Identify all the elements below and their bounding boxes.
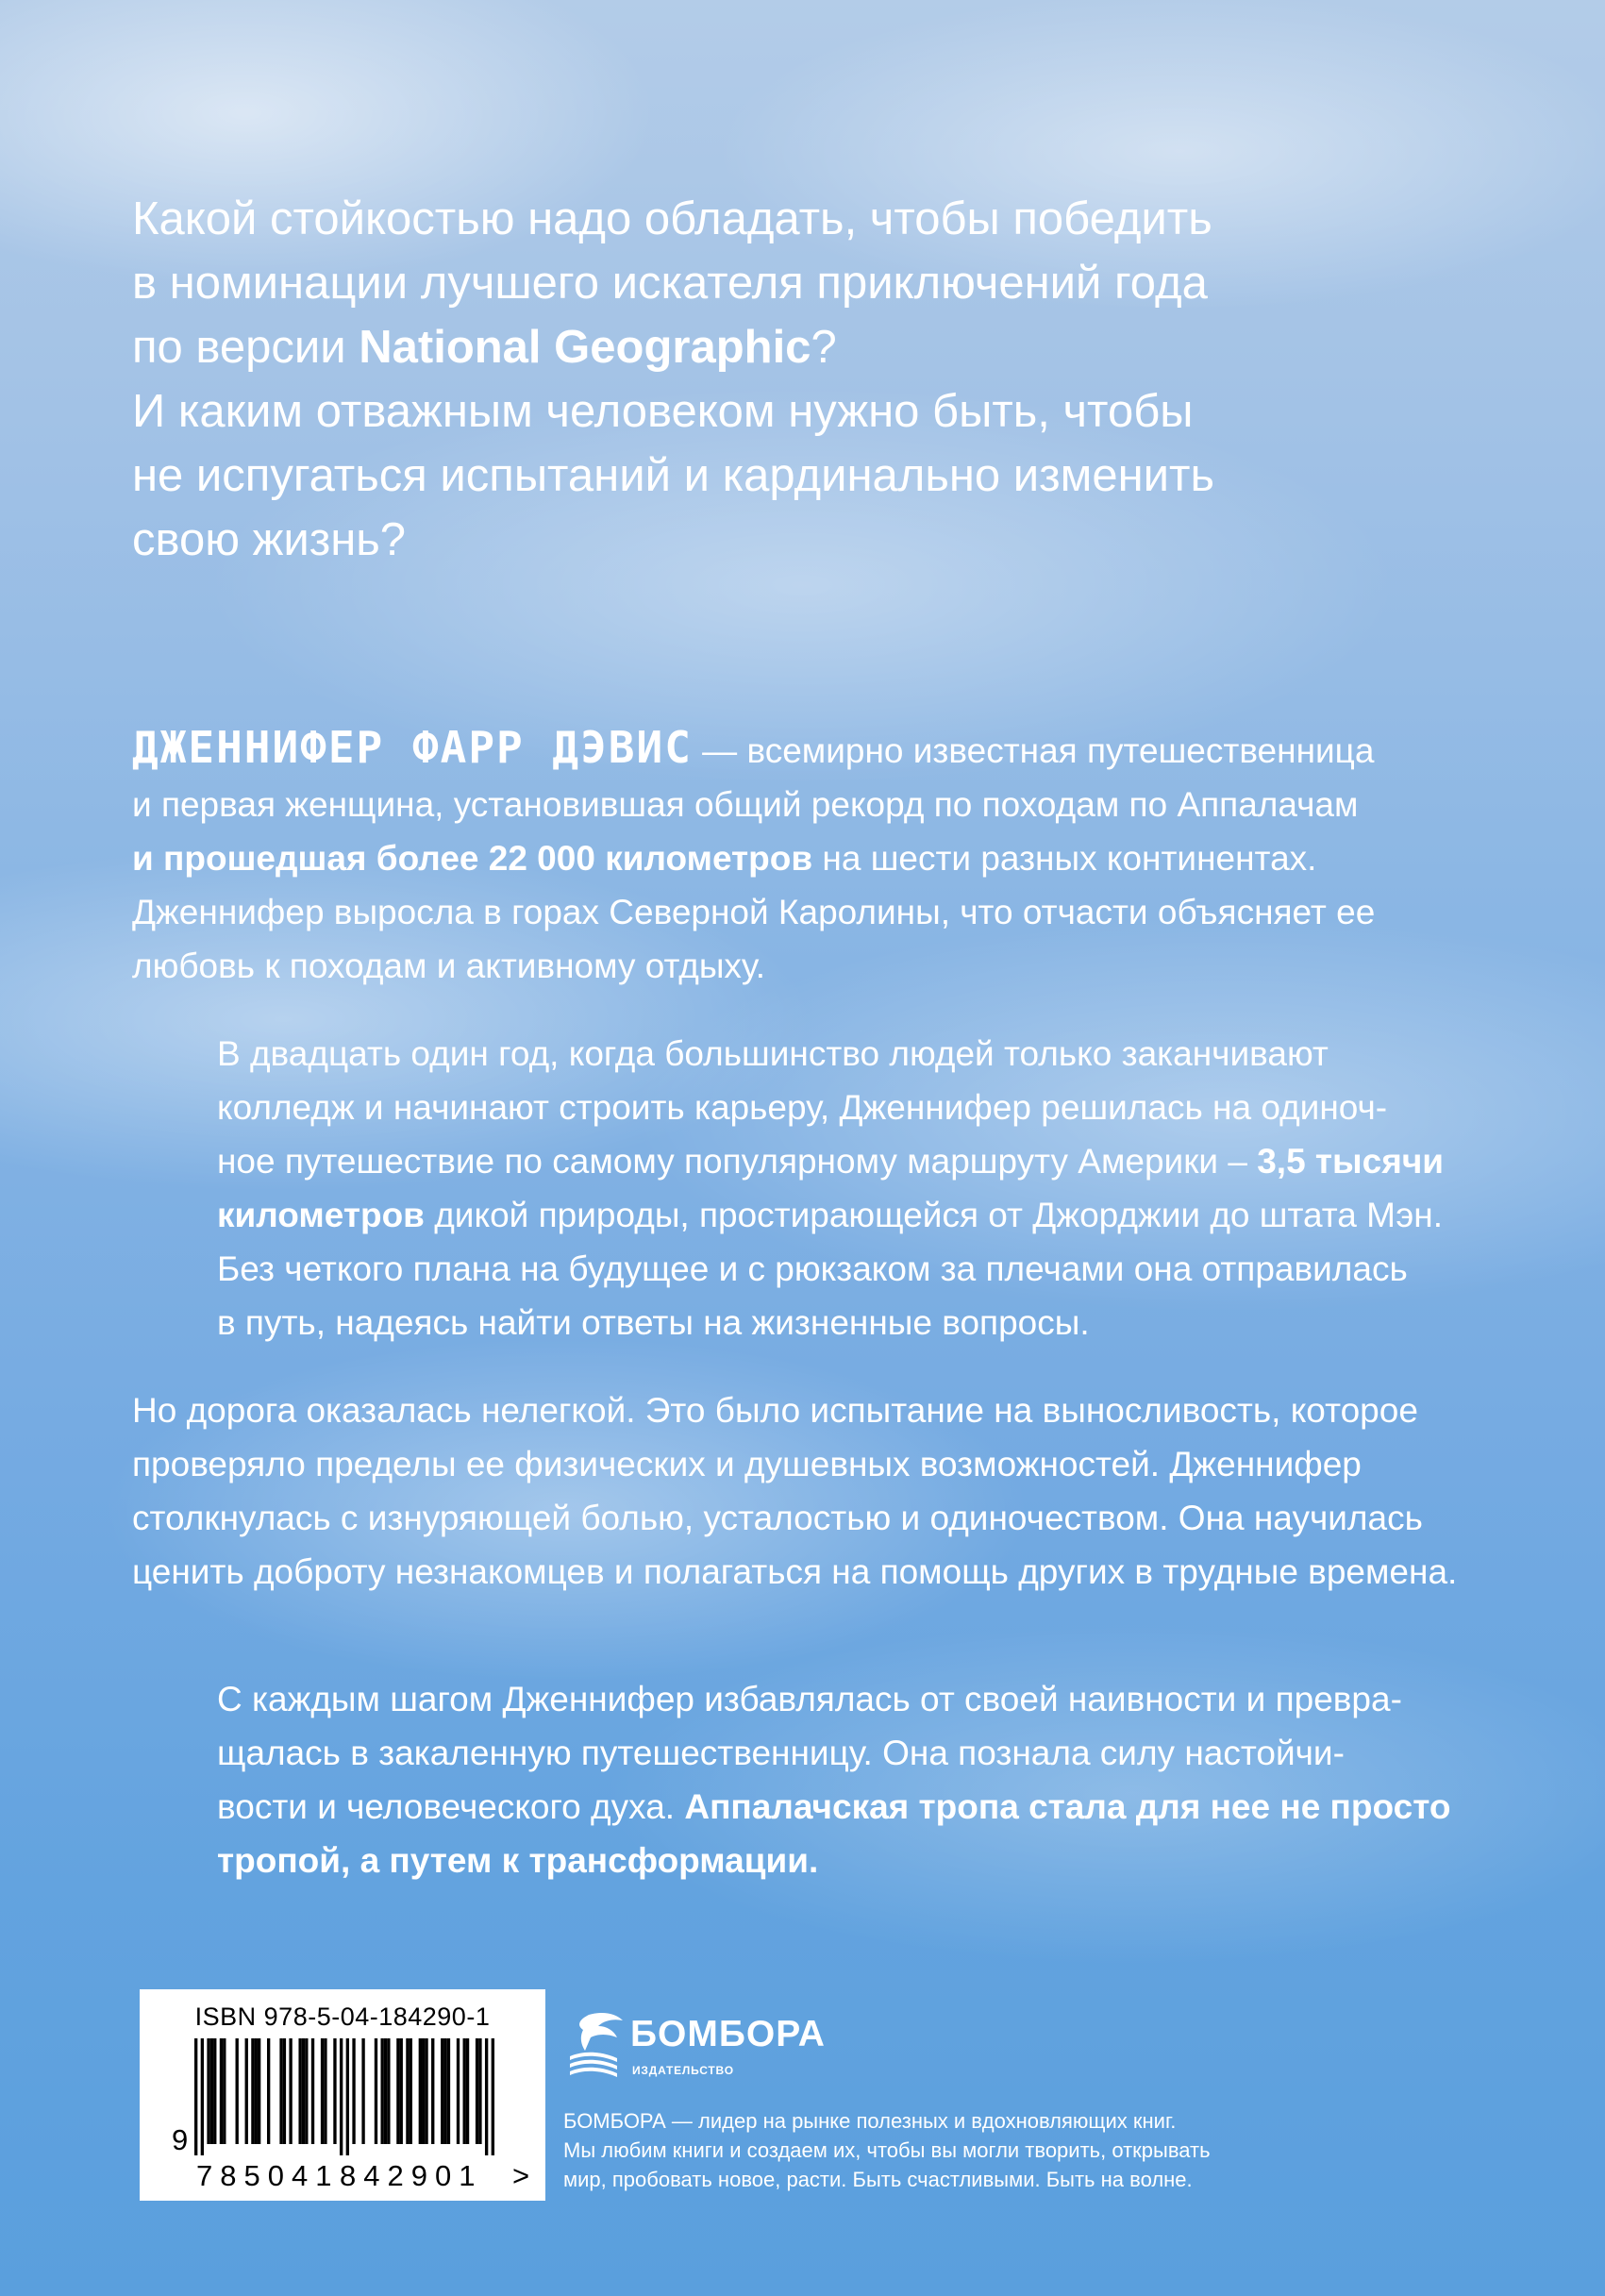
paragraph-line: ценить доброту незнакомцев и полагаться на помощь других в трудные времена. xyxy=(132,1552,1458,1591)
barcode-bar xyxy=(255,2038,258,2144)
publisher-desc-line: мир, пробовать новое, расти. Быть счастливыми. Быть на волне. xyxy=(563,2168,1193,2191)
barcode-bar xyxy=(283,2038,286,2144)
barcode-bar xyxy=(431,2038,434,2144)
paragraph-line: колледж и начинают строить карьеру, Дженнифер решилась на одиноч- xyxy=(217,1088,1388,1127)
isbn-number: ISBN 978-5-04-184290-1 xyxy=(194,2003,491,2031)
intro-line: по версии National Geographic? xyxy=(132,322,837,373)
paragraph-line: вости и человеческого духа. Аппалачская тропа стала для нее не просто xyxy=(217,1787,1451,1826)
barcode-bar xyxy=(311,2038,314,2144)
barcode-first-digit: 9 xyxy=(172,2123,189,2156)
barcode-right-digits: 842901 xyxy=(340,2159,483,2192)
publisher-desc-line: БОМБОРА — лидер на рынке полезных и вдохновляющих книг. xyxy=(563,2109,1177,2133)
national-geographic-bold: National Geographic xyxy=(359,322,811,373)
barcode-bar xyxy=(346,2038,349,2155)
barcode-bar xyxy=(384,2038,387,2144)
barcode-bar xyxy=(321,2038,324,2144)
barcode-bar xyxy=(492,2038,494,2155)
barcode-bar xyxy=(441,2038,443,2144)
author-line: и первая женщина, установившая общий рекорд по походам по Аппалачам xyxy=(132,785,1359,824)
publisher-name: БОМБОРА xyxy=(630,2014,826,2054)
barcode-left-digits: 785041 xyxy=(196,2159,340,2192)
barcode-bar xyxy=(305,2038,308,2144)
author-line: любовь к походам и активному отдыху. xyxy=(132,947,766,985)
barcode-bar xyxy=(422,2038,425,2144)
author-name: ДЖЕННИФЕР ФАРР ДЭВИС xyxy=(132,722,693,773)
intro-line: И каким отважным человеком нужно быть, чтобы xyxy=(132,386,1194,437)
barcode-bar xyxy=(333,2038,336,2144)
publisher-subtitle: ИЗДАТЕЛЬСТВО xyxy=(632,2064,734,2077)
barcode-bar xyxy=(375,2038,377,2144)
barcode-bar xyxy=(258,2038,260,2144)
paragraph-line: щалась в закаленную путешественницу. Она познала силу настойчи- xyxy=(217,1734,1345,1772)
paragraph-transformation xyxy=(217,1672,1472,1887)
barcode-bar xyxy=(324,2038,326,2144)
paragraph-line: километров дикой природы, простирающейся от Джорджии до штата Мэн. xyxy=(217,1196,1443,1234)
barcode-bar xyxy=(210,2038,213,2144)
author-line: и прошедшая более 22 000 километров на шести разных континентах. xyxy=(132,839,1317,878)
barcode-bar xyxy=(463,2038,466,2144)
barcode-bar xyxy=(194,2038,197,2155)
ean13-barcode xyxy=(194,2038,494,2155)
author-bio xyxy=(132,721,1472,993)
paragraph-line: ное путешествие по самому популярному маршруту Америки – 3,5 тысячи xyxy=(217,1142,1445,1181)
barcode-bar xyxy=(213,2038,216,2144)
barcode-bar xyxy=(400,2038,403,2144)
paragraph-line: столкнулась с изнуряющей болью, усталостью и одиночеством. Она научилась xyxy=(132,1499,1423,1537)
barcode-bar xyxy=(298,2038,301,2144)
paragraph-line: Без четкого плана на будущее и с рюкзаком за плечами она отправилась xyxy=(217,1249,1408,1288)
barcode-bar xyxy=(340,2038,343,2155)
barcode-bar xyxy=(201,2038,204,2155)
barcode-bar xyxy=(352,2038,355,2144)
intro-question-block xyxy=(132,187,1472,572)
paragraph-line: в путь, надеясь найти ответы на жизненные вопросы. xyxy=(217,1303,1090,1342)
barcode-panel xyxy=(140,1989,545,2201)
barcode-bar xyxy=(466,2038,469,2144)
barcode-bar xyxy=(207,2038,209,2144)
paragraph-line: Но дорога оказалась нелегкой. Это было испытание на выносливость, которое xyxy=(132,1391,1418,1430)
barcode-bar xyxy=(406,2038,409,2144)
barcode-bar xyxy=(443,2038,446,2144)
barcode-bar xyxy=(251,2038,254,2144)
intro-line: не испугаться испытаний и кардинально изменить xyxy=(132,450,1214,501)
barcode-bar xyxy=(396,2038,399,2144)
author-line: ДЖЕННИФЕР ФАРР ДЭВИС — всемирно известная путешественница xyxy=(132,722,1375,773)
paragraph-journey xyxy=(217,1027,1472,1349)
barcode-bar xyxy=(289,2038,292,2144)
paragraph-line: тропой, а путем к трансформации. xyxy=(217,1841,819,1880)
barcode-bar xyxy=(245,2038,248,2144)
barcode-bar xyxy=(223,2038,226,2144)
barcode-bar xyxy=(476,2038,478,2144)
barcode-bar xyxy=(478,2038,481,2144)
barcode-bar xyxy=(220,2038,223,2144)
paragraph-hardship xyxy=(132,1383,1472,1599)
intro-line: в номинации лучшего искателя приключений года xyxy=(132,258,1208,309)
barcode-bar xyxy=(419,2038,422,2144)
barcode-bar xyxy=(236,2038,239,2144)
barcode-bar xyxy=(425,2038,427,2144)
paragraph-line: В двадцать один год, когда большинство людей только заканчивают xyxy=(217,1034,1329,1073)
barcode-bar xyxy=(267,2038,270,2144)
barcode-quiet-mark: > xyxy=(512,2159,530,2192)
author-line: Дженнифер выросла в горах Северной Каролины, что отчасти объясняет ее xyxy=(132,893,1376,931)
intro-line: Какой стойкостью надо обладать, чтобы победить xyxy=(132,193,1212,244)
barcode-bar xyxy=(387,2038,390,2144)
paragraph-line: проверяло пределы ее физических и душевных возможностей. Дженнифер xyxy=(132,1445,1362,1483)
barcode-bar xyxy=(279,2038,282,2144)
barcode-bar xyxy=(410,2038,412,2144)
paragraph-line: С каждым шагом Дженнифер избавлялась от своей наивности и превра- xyxy=(217,1680,1402,1718)
barcode-bar xyxy=(447,2038,450,2144)
barcode-bar xyxy=(302,2038,305,2144)
intro-line: свою жизнь? xyxy=(132,514,407,565)
publisher-description xyxy=(563,2106,1318,2194)
barcode-bar xyxy=(361,2038,364,2144)
barcode-bar xyxy=(457,2038,460,2144)
barcode-bar xyxy=(380,2038,383,2144)
publisher-desc-line: Мы любим книги и создаем их, чтобы вы могли творить, открывать xyxy=(563,2138,1211,2162)
barcode-bar xyxy=(485,2038,488,2155)
